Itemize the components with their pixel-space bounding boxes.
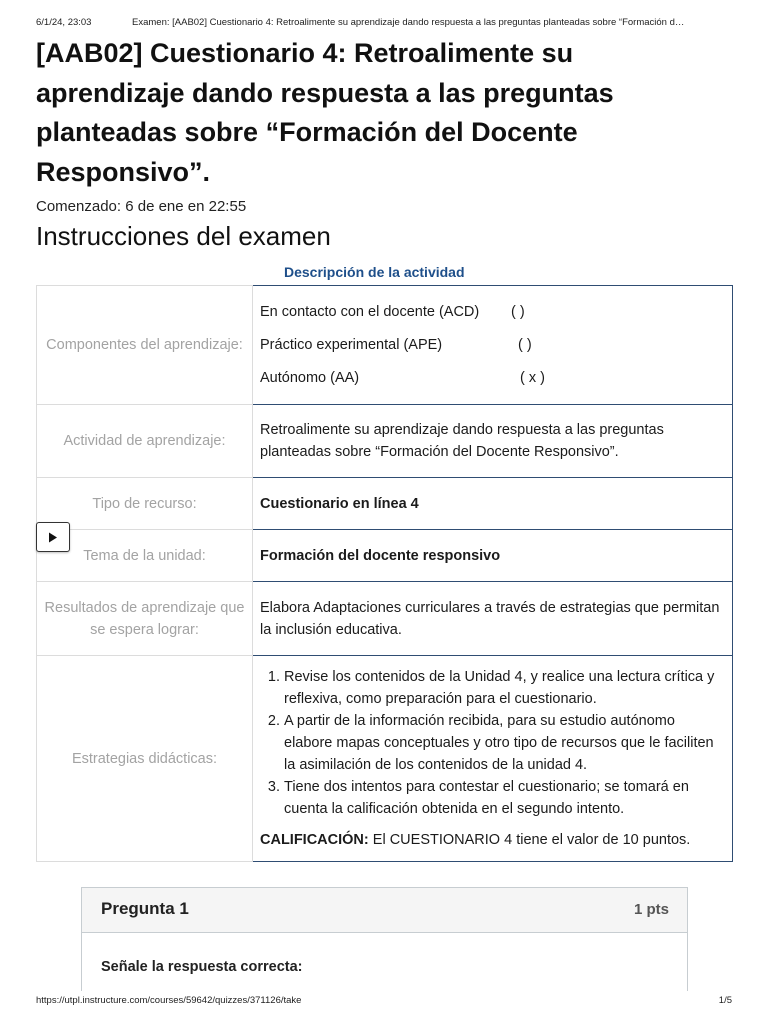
print-footer [36,995,732,1006]
print-page-number: 1/5 [718,995,732,1006]
activity-value: Retroalimente su aprendizaje dando respuesta a las preguntas planteadas sobre “Formación del Docente Responsivo”. [253,405,733,478]
component-ape [260,329,725,362]
strategies-label: Estrategias didácticas: [37,656,253,862]
play-button[interactable] [36,522,70,552]
print-url: https://utpl.instructure.com/courses/59642/quizzes/371126/take [36,995,302,1006]
resource-value: Cuestionario en línea 4 [253,478,733,530]
component-acd-mark: ( ) [511,303,525,320]
resource-row [37,478,733,530]
started-timestamp: Comenzado: 6 de ene en 22:55 [36,198,247,215]
resource-label: Tipo de recurso: [37,478,253,530]
component-acd-text: En contacto con el docente (ACD) [260,303,480,320]
print-date: 6/1/24, 23:03 [36,17,92,28]
strategy-list [260,666,725,820]
component-aa-mark: ( x ) [520,369,545,386]
grading-label: CALIFICACIÓN: [260,832,369,848]
outcomes-value: Elabora Adaptaciones curriculares a través de estrategias que permitan la inclusión educativa. [253,582,733,656]
grading-text: El CUESTIONARIO 4 tiene el valor de 10 puntos. [368,832,691,848]
print-header [36,17,732,31]
strategy-item: 2. A partir de la información recibida, para su estudio autónomo elabore mapas conceptuales y otro tipo de recursos que le faciliten la asimilación de los contenidos de la unidad 4. [284,710,725,776]
grading-note [260,829,725,851]
activity-label: Actividad de aprendizaje: [37,405,253,478]
question-title: Pregunta 1 [101,899,189,918]
unit-row [37,530,733,582]
print-tab-title: Examen: [AAB02] Cuestionario 4: Retroalimente su aprendizaje dando respuesta a las preguntas planteadas sobre “Formación d… [132,17,685,28]
component-ape-text: Práctico experimental (APE) [260,336,443,353]
question-card [81,887,688,991]
page-title: [AAB02] Cuestionario 4: Retroalimente su aprendizaje dando respuesta a las preguntas planteadas sobre “Formación del Docente Responsivo”. [36,38,614,187]
outcomes-label: Resultados de aprendizaje que se espera lograr: [37,582,253,656]
strategies-value [253,656,733,862]
components-row [37,286,733,405]
question-header [82,888,687,933]
outcomes-row [37,582,733,656]
activity-row [37,405,733,478]
components-label: Componentes del aprendizaje: [37,286,253,405]
question-points: 1 pts [633,901,669,918]
components-value [253,286,733,405]
strategy-item: 1. Revise los contenidos de la Unidad 4, y realice una lectura crítica y reflexiva, como preparación para el cuestionario. [284,666,725,710]
component-aa [260,362,725,395]
unit-label: Tema de la unidad: [37,530,253,582]
component-ape-mark: ( ) [518,336,532,353]
unit-value: Formación del docente responsivo [253,530,733,582]
activity-description-caption: Descripción de la actividad [284,264,465,280]
instructions-heading: Instrucciones del examen [36,221,331,251]
strategy-item: 3. Tiene dos intentos para contestar el cuestionario; se tomará en cuenta la calificación obtenida en el segundo intento. [284,776,725,820]
instructions-table [36,285,733,862]
question-prompt: Señale la respuesta correcta: [101,959,303,975]
component-aa-text: Autónomo (AA) [260,369,360,386]
strategies-row [37,656,733,862]
component-acd [260,296,725,329]
play-icon [48,532,58,543]
